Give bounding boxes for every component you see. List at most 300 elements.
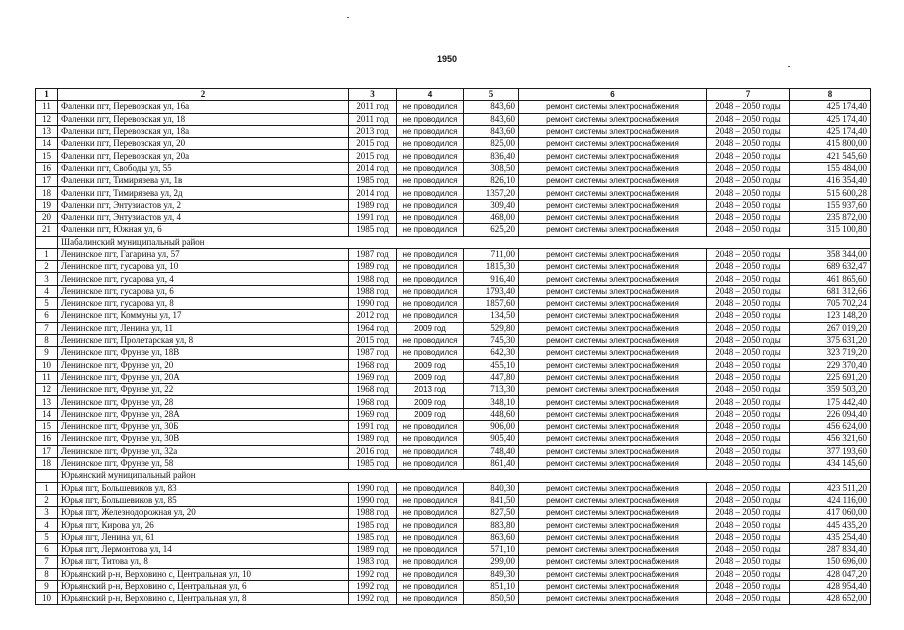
- area-cell: 625,20: [464, 224, 519, 236]
- period-cell: 2048 – 2050 годы: [707, 199, 790, 211]
- table-row: [36, 138, 871, 150]
- row-number: 2: [36, 494, 58, 506]
- last-repair-cell: не проводился: [397, 285, 464, 297]
- work-type-cell: ремонт системы электроснабжения: [519, 187, 707, 199]
- cost-cell: 415 800,00: [790, 138, 871, 150]
- table-row: [36, 199, 871, 211]
- address-cell: Ленинское пгт, Фрунзе ул, 28А: [58, 408, 349, 420]
- last-repair-cell: не проводился: [397, 593, 464, 605]
- header-cell: 1: [36, 89, 58, 101]
- table-row: [36, 556, 871, 568]
- build-year-cell: 1990 год: [349, 494, 397, 506]
- area-cell: 713,30: [464, 384, 519, 396]
- address-cell: Ленинское пгт, гусарова ул, 6: [58, 285, 349, 297]
- last-repair-cell: не проводился: [397, 150, 464, 162]
- table-row: [36, 531, 871, 543]
- area-cell: 843,60: [464, 113, 519, 125]
- cost-cell: 445 435,20: [790, 519, 871, 531]
- address-cell: Ленинское пгт, Гагарина ул, 57: [58, 248, 349, 260]
- area-cell: 455,10: [464, 359, 519, 371]
- row-number: 1: [36, 248, 58, 260]
- address-cell: Ленинское пгт, Фрунзе ул, 20: [58, 359, 349, 371]
- last-repair-cell: не проводился: [397, 421, 464, 433]
- row-number: 13: [36, 125, 58, 137]
- period-cell: 2048 – 2050 годы: [707, 273, 790, 285]
- work-type-cell: ремонт системы электроснабжения: [519, 199, 707, 211]
- address-cell: Юрья пгт, Лермонтова ул, 14: [58, 543, 349, 555]
- area-cell: 711,00: [464, 248, 519, 260]
- work-type-cell: ремонт системы электроснабжения: [519, 310, 707, 322]
- build-year-cell: 1969 год: [349, 371, 397, 383]
- period-cell: 2048 – 2050 годы: [707, 371, 790, 383]
- last-repair-cell: не проводился: [397, 101, 464, 113]
- row-number: 13: [36, 396, 58, 408]
- build-year-cell: 1990 год: [349, 298, 397, 310]
- address-cell: Фаленки пгт, Тимирязева ул, 2д: [58, 187, 349, 199]
- build-year-cell: 1990 год: [349, 482, 397, 494]
- area-cell: 745,30: [464, 334, 519, 346]
- last-repair-cell: не проводился: [397, 298, 464, 310]
- address-cell: Юрья пгт, Большевиков ул, 85: [58, 494, 349, 506]
- address-cell: Ленинское пгт, Пролетарская ул, 8: [58, 334, 349, 346]
- cost-cell: 456 321,60: [790, 433, 871, 445]
- last-repair-cell: не проводился: [397, 125, 464, 137]
- build-year-cell: 1991 год: [349, 421, 397, 433]
- row-number: 9: [36, 347, 58, 359]
- row-number: 20: [36, 211, 58, 223]
- row-number: 15: [36, 150, 58, 162]
- area-cell: 863,60: [464, 531, 519, 543]
- register-table: [35, 88, 871, 605]
- cost-cell: 425 174,40: [790, 125, 871, 137]
- area-cell: 468,00: [464, 211, 519, 223]
- address-cell: Ленинское пгт, гусарова ул, 8: [58, 298, 349, 310]
- build-year-cell: 2014 год: [349, 162, 397, 174]
- build-year-cell: 1985 год: [349, 457, 397, 469]
- header-cell: 4: [397, 89, 464, 101]
- cost-cell: 287 834,40: [790, 543, 871, 555]
- area-cell: 308,50: [464, 162, 519, 174]
- work-type-cell: ремонт системы электроснабжения: [519, 175, 707, 187]
- build-year-cell: 1968 год: [349, 359, 397, 371]
- cost-cell: 416 354,40: [790, 175, 871, 187]
- cost-cell: 705 702,24: [790, 298, 871, 310]
- address-cell: Фаленки пгт, Свободы ул, 55: [58, 162, 349, 174]
- area-cell: 883,80: [464, 519, 519, 531]
- area-cell: 1793,40: [464, 285, 519, 297]
- work-type-cell: ремонт системы электроснабжения: [519, 298, 707, 310]
- build-year-cell: 1985 год: [349, 531, 397, 543]
- table-row: [36, 408, 871, 420]
- build-year-cell: 1992 год: [349, 568, 397, 580]
- last-repair-cell: не проводился: [397, 261, 464, 273]
- last-repair-cell: 2013 год: [397, 384, 464, 396]
- header-cell: 6: [519, 89, 707, 101]
- build-year-cell: 1991 год: [349, 211, 397, 223]
- row-number: 7: [36, 322, 58, 334]
- cost-cell: 323 719,20: [790, 347, 871, 359]
- last-repair-cell: не проводился: [397, 211, 464, 223]
- address-cell: Ленинское пгт, Фрунзе ул, 20А: [58, 371, 349, 383]
- cost-cell: 428 954,40: [790, 580, 871, 592]
- row-number: 12: [36, 113, 58, 125]
- row-number: 3: [36, 507, 58, 519]
- address-cell: Фаленки пгт, Энтузиастов ул, 4: [58, 211, 349, 223]
- cost-cell: 155 484,00: [790, 162, 871, 174]
- area-cell: 861,40: [464, 457, 519, 469]
- last-repair-cell: не проводился: [397, 224, 464, 236]
- period-cell: 2048 – 2050 годы: [707, 248, 790, 260]
- table-row: [36, 593, 871, 605]
- last-repair-cell: 2009 год: [397, 396, 464, 408]
- work-type-cell: ремонт системы электроснабжения: [519, 507, 707, 519]
- period-cell: 2048 – 2050 годы: [707, 359, 790, 371]
- period-cell: 2048 – 2050 годы: [707, 494, 790, 506]
- last-repair-cell: 2009 год: [397, 371, 464, 383]
- area-cell: 836,40: [464, 150, 519, 162]
- section-title: Юрьянский муниципальный район: [58, 470, 871, 482]
- work-type-cell: ремонт системы электроснабжения: [519, 261, 707, 273]
- work-type-cell: ремонт системы электроснабжения: [519, 482, 707, 494]
- build-year-cell: 1989 год: [349, 261, 397, 273]
- cost-cell: 421 545,60: [790, 150, 871, 162]
- period-cell: 2048 – 2050 годы: [707, 580, 790, 592]
- table-row: [36, 507, 871, 519]
- work-type-cell: ремонт системы электроснабжения: [519, 211, 707, 223]
- row-number: 15: [36, 421, 58, 433]
- header-cell: 7: [707, 89, 790, 101]
- work-type-cell: ремонт системы электроснабжения: [519, 334, 707, 346]
- register-body: [36, 89, 871, 605]
- cost-cell: 425 174,40: [790, 101, 871, 113]
- last-repair-cell: 2009 год: [397, 322, 464, 334]
- table-row: [36, 384, 871, 396]
- address-cell: Фаленки пгт, Перевозская ул, 20: [58, 138, 349, 150]
- area-cell: 529,80: [464, 322, 519, 334]
- period-cell: 2048 – 2050 годы: [707, 138, 790, 150]
- period-cell: 2048 – 2050 годы: [707, 187, 790, 199]
- table-row: [36, 285, 871, 297]
- table-row: [36, 371, 871, 383]
- period-cell: 2048 – 2050 годы: [707, 384, 790, 396]
- last-repair-cell: не проводился: [397, 580, 464, 592]
- work-type-cell: ремонт системы электроснабжения: [519, 347, 707, 359]
- build-year-cell: 2015 год: [349, 334, 397, 346]
- address-cell: Ленинское пгт, гусарова ул, 10: [58, 261, 349, 273]
- area-cell: 825,00: [464, 138, 519, 150]
- area-cell: 448,60: [464, 408, 519, 420]
- period-cell: 2048 – 2050 годы: [707, 162, 790, 174]
- build-year-cell: 1989 год: [349, 199, 397, 211]
- section-title: Шабалинский муниципальный район: [58, 236, 871, 248]
- build-year-cell: 2011 год: [349, 113, 397, 125]
- period-cell: 2048 – 2050 годы: [707, 150, 790, 162]
- area-cell: 841,50: [464, 494, 519, 506]
- build-year-cell: 1985 год: [349, 224, 397, 236]
- cost-cell: 461 865,60: [790, 273, 871, 285]
- build-year-cell: 2014 год: [349, 187, 397, 199]
- work-type-cell: ремонт системы электроснабжения: [519, 371, 707, 383]
- page-number: 1950: [437, 54, 458, 64]
- address-cell: Ленинское пгт, Фрунзе ул, 18В: [58, 347, 349, 359]
- period-cell: 2048 – 2050 годы: [707, 457, 790, 469]
- address-cell: Юрья пгт, Большевиков ул, 83: [58, 482, 349, 494]
- build-year-cell: 2015 год: [349, 150, 397, 162]
- build-year-cell: 1989 год: [349, 543, 397, 555]
- last-repair-cell: не проводился: [397, 494, 464, 506]
- work-type-cell: ремонт системы электроснабжения: [519, 593, 707, 605]
- address-cell: Ленинское пгт, Фрунзе ул, 30В: [58, 433, 349, 445]
- address-cell: Фаленки пгт, Перевозская ул, 18а: [58, 125, 349, 137]
- row-number: [36, 470, 58, 482]
- build-year-cell: 1992 год: [349, 593, 397, 605]
- work-type-cell: ремонт системы электроснабжения: [519, 248, 707, 260]
- build-year-cell: 1987 год: [349, 248, 397, 260]
- section-row: [36, 470, 871, 482]
- period-cell: 2048 – 2050 годы: [707, 519, 790, 531]
- row-number: 2: [36, 261, 58, 273]
- build-year-cell: 1983 год: [349, 556, 397, 568]
- row-number: 10: [36, 593, 58, 605]
- scan-speck: [347, 17, 349, 18]
- build-year-cell: 1992 год: [349, 580, 397, 592]
- build-year-cell: 2016 год: [349, 445, 397, 457]
- work-type-cell: ремонт системы электроснабжения: [519, 568, 707, 580]
- work-type-cell: ремонт системы электроснабжения: [519, 125, 707, 137]
- build-year-cell: 1985 год: [349, 519, 397, 531]
- cost-cell: 375 631,20: [790, 334, 871, 346]
- row-number: 16: [36, 162, 58, 174]
- cost-cell: 226 094,40: [790, 408, 871, 420]
- area-cell: 840,30: [464, 482, 519, 494]
- address-cell: Ленинское пгт, Фрунзе ул, 58: [58, 457, 349, 469]
- table-row: [36, 261, 871, 273]
- build-year-cell: 1988 год: [349, 273, 397, 285]
- scan-speck: [788, 66, 790, 67]
- table-row: [36, 580, 871, 592]
- cost-cell: 417 060,00: [790, 507, 871, 519]
- area-cell: 1857,60: [464, 298, 519, 310]
- period-cell: 2048 – 2050 годы: [707, 421, 790, 433]
- work-type-cell: ремонт системы электроснабжения: [519, 162, 707, 174]
- address-cell: Юрья пгт, Титова ул, 8: [58, 556, 349, 568]
- build-year-cell: 1964 год: [349, 322, 397, 334]
- period-cell: 2048 – 2050 годы: [707, 224, 790, 236]
- work-type-cell: ремонт системы электроснабжения: [519, 445, 707, 457]
- last-repair-cell: не проводился: [397, 445, 464, 457]
- work-type-cell: ремонт системы электроснабжения: [519, 556, 707, 568]
- area-cell: 1357,20: [464, 187, 519, 199]
- address-cell: Фаленки пгт, Перевозская ул, 20а: [58, 150, 349, 162]
- last-repair-cell: не проводился: [397, 310, 464, 322]
- period-cell: 2048 – 2050 годы: [707, 482, 790, 494]
- row-number: 18: [36, 187, 58, 199]
- period-cell: 2048 – 2050 годы: [707, 347, 790, 359]
- area-cell: 826,10: [464, 175, 519, 187]
- cost-cell: 435 254,40: [790, 531, 871, 543]
- address-cell: Фаленки пгт, Энтузиастов ул, 2: [58, 199, 349, 211]
- work-type-cell: ремонт системы электроснабжения: [519, 519, 707, 531]
- table-row: [36, 310, 871, 322]
- table-row: [36, 421, 871, 433]
- cost-cell: 358 344,00: [790, 248, 871, 260]
- last-repair-cell: 2009 год: [397, 408, 464, 420]
- last-repair-cell: 2009 год: [397, 359, 464, 371]
- row-number: 14: [36, 138, 58, 150]
- work-type-cell: ремонт системы электроснабжения: [519, 113, 707, 125]
- work-type-cell: ремонт системы электроснабжения: [519, 150, 707, 162]
- area-cell: 748,40: [464, 445, 519, 457]
- row-number: 4: [36, 519, 58, 531]
- table-row: [36, 322, 871, 334]
- table-row: [36, 482, 871, 494]
- cost-cell: 175 442,40: [790, 396, 871, 408]
- row-number: 17: [36, 445, 58, 457]
- period-cell: 2048 – 2050 годы: [707, 261, 790, 273]
- row-number: 1: [36, 482, 58, 494]
- build-year-cell: 1988 год: [349, 507, 397, 519]
- area-cell: 843,60: [464, 101, 519, 113]
- row-number: 4: [36, 285, 58, 297]
- address-cell: Фаленки пгт, Перевозская ул, 18: [58, 113, 349, 125]
- period-cell: 2048 – 2050 годы: [707, 322, 790, 334]
- area-cell: 906,00: [464, 421, 519, 433]
- period-cell: 2048 – 2050 годы: [707, 408, 790, 420]
- period-cell: 2048 – 2050 годы: [707, 101, 790, 113]
- row-number: 10: [36, 359, 58, 371]
- area-cell: 843,60: [464, 125, 519, 137]
- work-type-cell: ремонт системы электроснабжения: [519, 138, 707, 150]
- area-cell: 850,50: [464, 593, 519, 605]
- table-row: [36, 211, 871, 223]
- last-repair-cell: не проводился: [397, 531, 464, 543]
- work-type-cell: ремонт системы электроснабжения: [519, 531, 707, 543]
- last-repair-cell: не проводился: [397, 507, 464, 519]
- period-cell: 2048 – 2050 годы: [707, 125, 790, 137]
- table-row: [36, 150, 871, 162]
- area-cell: 827,50: [464, 507, 519, 519]
- header-cell: 3: [349, 89, 397, 101]
- table-row: [36, 359, 871, 371]
- period-cell: 2048 – 2050 годы: [707, 310, 790, 322]
- last-repair-cell: не проводился: [397, 568, 464, 580]
- row-number: 11: [36, 371, 58, 383]
- address-cell: Ленинское пгт, Коммуны ул, 17: [58, 310, 349, 322]
- address-cell: Юрья пгт, Ленина ул, 61: [58, 531, 349, 543]
- last-repair-cell: не проводился: [397, 519, 464, 531]
- table-row: [36, 101, 871, 113]
- period-cell: 2048 – 2050 годы: [707, 175, 790, 187]
- address-cell: Ленинское пгт, Фрунзе ул, 28: [58, 396, 349, 408]
- table-row: [36, 433, 871, 445]
- last-repair-cell: не проводился: [397, 187, 464, 199]
- period-cell: 2048 – 2050 годы: [707, 113, 790, 125]
- header-cell: 5: [464, 89, 519, 101]
- period-cell: 2048 – 2050 годы: [707, 433, 790, 445]
- table-row: [36, 248, 871, 260]
- row-number: 9: [36, 580, 58, 592]
- last-repair-cell: не проводился: [397, 347, 464, 359]
- address-cell: Ленинское пгт, Фрунзе ул, 22: [58, 384, 349, 396]
- cost-cell: 515 600,28: [790, 187, 871, 199]
- build-year-cell: 1969 год: [349, 408, 397, 420]
- table-row: [36, 334, 871, 346]
- build-year-cell: 2013 год: [349, 125, 397, 137]
- table-row: [36, 113, 871, 125]
- work-type-cell: ремонт системы электроснабжения: [519, 322, 707, 334]
- cost-cell: 123 148,20: [790, 310, 871, 322]
- work-type-cell: ремонт системы электроснабжения: [519, 580, 707, 592]
- period-cell: 2048 – 2050 годы: [707, 445, 790, 457]
- section-row: [36, 236, 871, 248]
- work-type-cell: ремонт системы электроснабжения: [519, 433, 707, 445]
- row-number: 16: [36, 433, 58, 445]
- row-number: 14: [36, 408, 58, 420]
- last-repair-cell: не проводился: [397, 162, 464, 174]
- table-row: [36, 543, 871, 555]
- build-year-cell: 1985 год: [349, 175, 397, 187]
- area-cell: 309,40: [464, 199, 519, 211]
- cost-cell: 225 691,20: [790, 371, 871, 383]
- table-row: [36, 187, 871, 199]
- last-repair-cell: не проводился: [397, 457, 464, 469]
- cost-cell: 423 511,20: [790, 482, 871, 494]
- area-cell: 571,10: [464, 543, 519, 555]
- cost-cell: 425 174,40: [790, 113, 871, 125]
- address-cell: Фаленки пгт, Тимирязева ул, 1в: [58, 175, 349, 187]
- address-cell: Ленинское пгт, Фрунзе ул, 30Б: [58, 421, 349, 433]
- cost-cell: 155 937,60: [790, 199, 871, 211]
- period-cell: 2048 – 2050 годы: [707, 334, 790, 346]
- build-year-cell: 1988 год: [349, 285, 397, 297]
- work-type-cell: ремонт системы электроснабжения: [519, 543, 707, 555]
- last-repair-cell: не проводился: [397, 556, 464, 568]
- area-cell: 642,30: [464, 347, 519, 359]
- cost-cell: 235 872,00: [790, 211, 871, 223]
- last-repair-cell: не проводился: [397, 433, 464, 445]
- work-type-cell: ремонт системы электроснабжения: [519, 457, 707, 469]
- build-year-cell: 1968 год: [349, 396, 397, 408]
- work-type-cell: ремонт системы электроснабжения: [519, 408, 707, 420]
- build-year-cell: 1987 год: [349, 347, 397, 359]
- address-cell: Юрья пгт, Кирова ул, 26: [58, 519, 349, 531]
- build-year-cell: 2015 год: [349, 138, 397, 150]
- last-repair-cell: не проводился: [397, 248, 464, 260]
- row-number: 5: [36, 298, 58, 310]
- work-type-cell: ремонт системы электроснабжения: [519, 285, 707, 297]
- last-repair-cell: не проводился: [397, 334, 464, 346]
- area-cell: 916,40: [464, 273, 519, 285]
- table-row: [36, 396, 871, 408]
- period-cell: 2048 – 2050 годы: [707, 568, 790, 580]
- cost-cell: 150 696,00: [790, 556, 871, 568]
- table-row: [36, 224, 871, 236]
- period-cell: 2048 – 2050 годы: [707, 531, 790, 543]
- table-row: [36, 175, 871, 187]
- work-type-cell: ремонт системы электроснабжения: [519, 273, 707, 285]
- cost-cell: 428 652,00: [790, 593, 871, 605]
- address-cell: Фаленки пгт, Южная ул, 6: [58, 224, 349, 236]
- area-cell: 299,00: [464, 556, 519, 568]
- last-repair-cell: не проводился: [397, 543, 464, 555]
- table-row: [36, 445, 871, 457]
- cost-cell: 456 624,00: [790, 421, 871, 433]
- table-row: [36, 457, 871, 469]
- last-repair-cell: не проводился: [397, 113, 464, 125]
- row-number: 17: [36, 175, 58, 187]
- address-cell: Ленинское пгт, Фрунзе ул, 32а: [58, 445, 349, 457]
- cost-cell: 428 047,20: [790, 568, 871, 580]
